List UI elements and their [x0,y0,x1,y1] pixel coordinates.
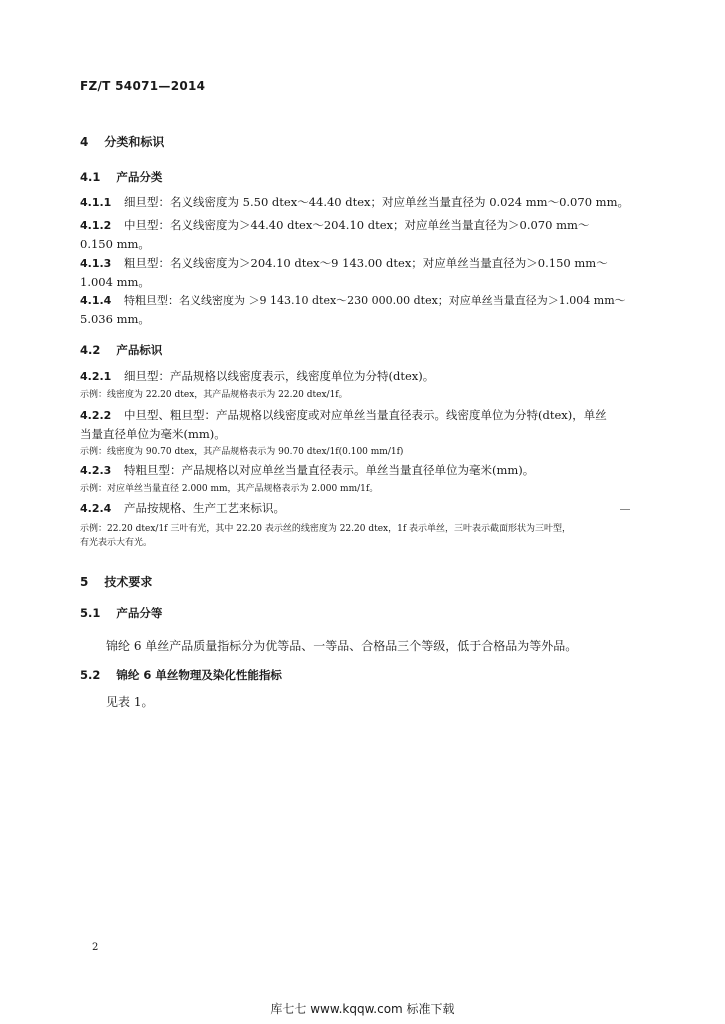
clause-text-line-1: 中旦型、粗旦型：产品规格以线密度或对应单丝当量直径表示。线密度单位为分特(dtex)，单丝 [124,408,607,422]
clause-number: 4.1.1 [80,196,112,209]
section-5-1-text: 锦纶 6 单丝产品质量指标分为优等品、一等品、合格品三个等级，低于合格品为等外品。 [106,639,578,653]
page-number: 2 [92,942,99,953]
section-title: 产品分等 [116,606,163,620]
clause-text: 产品按规格、生产工艺来标识。 [124,501,285,515]
clause-4-1-3 [80,254,650,291]
section-4-1-heading [80,169,162,185]
section-4-heading [80,133,164,150]
example-note: 示例：线密度为 22.20 dtex，其产品规格表示为 22.20 dtex/1f。 [80,390,348,400]
clause-number: 4.2.4 [80,502,112,515]
section-5-1-heading [80,605,162,621]
standard-code-header: FZ/T 54071—2014 [80,79,206,93]
clause-4-2-2 [80,406,650,459]
clause-text: 细旦型：名义线密度为 5.50 dtex～44.40 dtex；对应单丝当量直径为 0.024 mm～0.070 mm。 [124,195,629,209]
section-number: 5.1 [80,606,101,620]
section-4-2-heading [80,342,162,358]
clause-number: 4.1.2 [80,219,112,232]
clause-4-1-1 [80,193,650,212]
section-title: 锦纶 6 单丝物理及染化性能指标 [116,668,282,682]
section-number: 4.1 [80,170,101,184]
section-number: 5 [80,575,89,589]
section-title: 分类和标识 [104,135,165,149]
section-5-heading [80,573,152,590]
example-note-line-2: 有光表示大有光。 [80,538,153,548]
clause-number: 4.1.4 [80,294,112,307]
section-title: 产品分类 [116,170,163,184]
clause-number: 4.1.3 [80,257,112,270]
clause-text-line-2: 当量直径单位为毫米(mm)。 [80,427,226,441]
clause-4-2-3 [80,461,650,496]
clause-text-line-2: 0.150 mm。 [80,237,150,251]
section-title: 产品标识 [116,343,163,357]
example-note: 示例：对应单丝当量直径 2.000 mm，其产品规格表示为 2.000 mm/1f。 [80,484,379,494]
clause-text-line-2: 5.036 mm。 [80,312,150,326]
example-note-line-1: 示例：22.20 dtex/1f 三叶有光，其中 22.20 表示丝的线密度为 22.20 dtex，1f 表示单丝，三叶表示截面形状为三叶型， [80,524,572,534]
clause-text: 细旦型：产品规格以线密度表示，线密度单位为分特(dtex)。 [124,369,435,383]
section-number: 4.2 [80,343,101,357]
clause-text-line-2: 1.004 mm。 [80,275,150,289]
clause-4-2-4 [80,499,650,550]
clause-4-1-4 [80,292,650,328]
clause-text-line-1: 特粗旦型：名义线密度为 ＞9 143.10 dtex～230 000.00 dtex；对应单丝当量直径为＞1.004 mm～ [124,294,626,307]
footer-watermark: 库七七 www.kqqw.com 标准下载 [270,1002,455,1016]
section-5-2-heading [80,667,282,683]
section-number: 4 [80,135,89,149]
example-note: 示例：线密度为 90.70 dtex，其产品规格表示为 90.70 dtex/1f(0.100 mm/1f) [80,447,404,457]
clause-text: 特粗旦型：产品规格以对应单丝当量直径表示。单丝当量直径单位为毫米(mm)。 [124,463,535,477]
section-title: 技术要求 [104,575,153,589]
clause-4-1-2 [80,216,650,253]
clause-number: 4.2.3 [80,464,112,477]
clause-text-line-1: 中旦型：名义线密度为＞44.40 dtex～204.10 dtex；对应单丝当量直径为＞0.070 mm～ [124,218,590,232]
section-number: 5.2 [80,668,101,682]
clause-text-line-1: 粗旦型：名义线密度为＞204.10 dtex～9 143.00 dtex；对应单丝当量直径为＞0.150 mm～ [124,256,608,270]
clause-number: 4.2.1 [80,370,112,383]
scan-mark [620,509,630,510]
clause-4-2-1 [80,367,650,402]
clause-number: 4.2.2 [80,409,112,422]
section-5-2-text: 见表 1。 [106,695,154,709]
